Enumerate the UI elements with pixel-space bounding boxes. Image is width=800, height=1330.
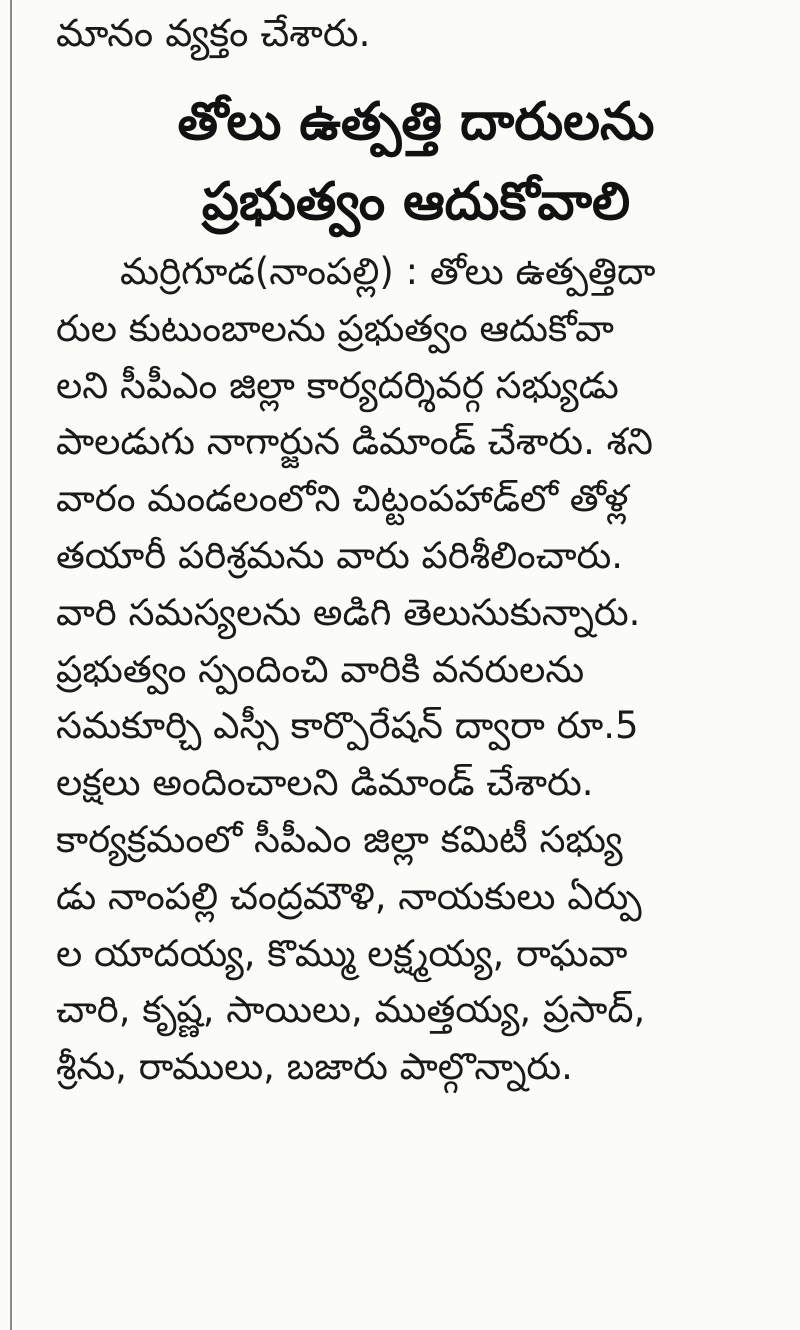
body-line: డు నాంపల్లి చంద్రమౌళి, నాయకులు ఏర్పు	[56, 874, 642, 918]
body-line: వారం మండలంలోని చిట్టంపహాడ్‌లో తోళ్ల	[56, 477, 629, 521]
body-line: తయారీ పరిశ్రమను వారు పరిశీలించారు.	[56, 533, 624, 577]
column-divider-rule	[10, 0, 12, 1330]
body-line: చారి, కృష్ణ, సాయిలు, ముత్తయ్య, ప్రసాద్,	[56, 988, 646, 1032]
body-line: మర్రిగూడ(నాంపల్లి) : తోలు ఉత్పత్తిదా	[120, 250, 656, 293]
body-line: శ్రీను, రాములు, బజారు పాల్గొన్నారు.	[56, 1045, 573, 1089]
body-line: ల యాదయ్య, కొమ్ము లక్ష్మయ్య, రాఘవా	[56, 931, 628, 975]
headline-line-2: ప్రభుత్వం ఆదుకోవాలి	[201, 172, 631, 232]
headline-line-1: తోలు ఉత్పత్తి దారులను	[177, 92, 655, 152]
body-line: ప్రభుత్వం స్పందించి వారికి వనరులను	[56, 647, 585, 691]
body-line: కార్యక్రమంలో సీపీఎం జిల్లా కమిటీ సభ్యు	[56, 817, 623, 861]
body-line: లక్షలు అందించాలని డిమాండ్ చేశారు.	[56, 761, 594, 805]
previous-article-tail: మానం వ్యక్తం చేశారు.	[56, 11, 371, 55]
body-line: లని సీపీఎం జిల్లా కార్యదర్శివర్గ సభ్యుడు	[56, 363, 619, 407]
body-line: సమకూర్చి ఎస్సీ కార్పొరేషన్ ద్వారా రూ.5	[56, 704, 639, 748]
body-line: రుల కుటుంబాలను ప్రభుత్వం ఆదుకోవా	[56, 306, 614, 350]
article-body	[56, 244, 776, 1096]
article-headline	[56, 82, 776, 242]
body-line: పాలడుగు నాగార్జున డిమాండ్ చేశారు. శని	[56, 420, 653, 464]
body-line: వారి సమస్యలను అడిగి తెలుసుకున్నారు.	[56, 590, 641, 634]
